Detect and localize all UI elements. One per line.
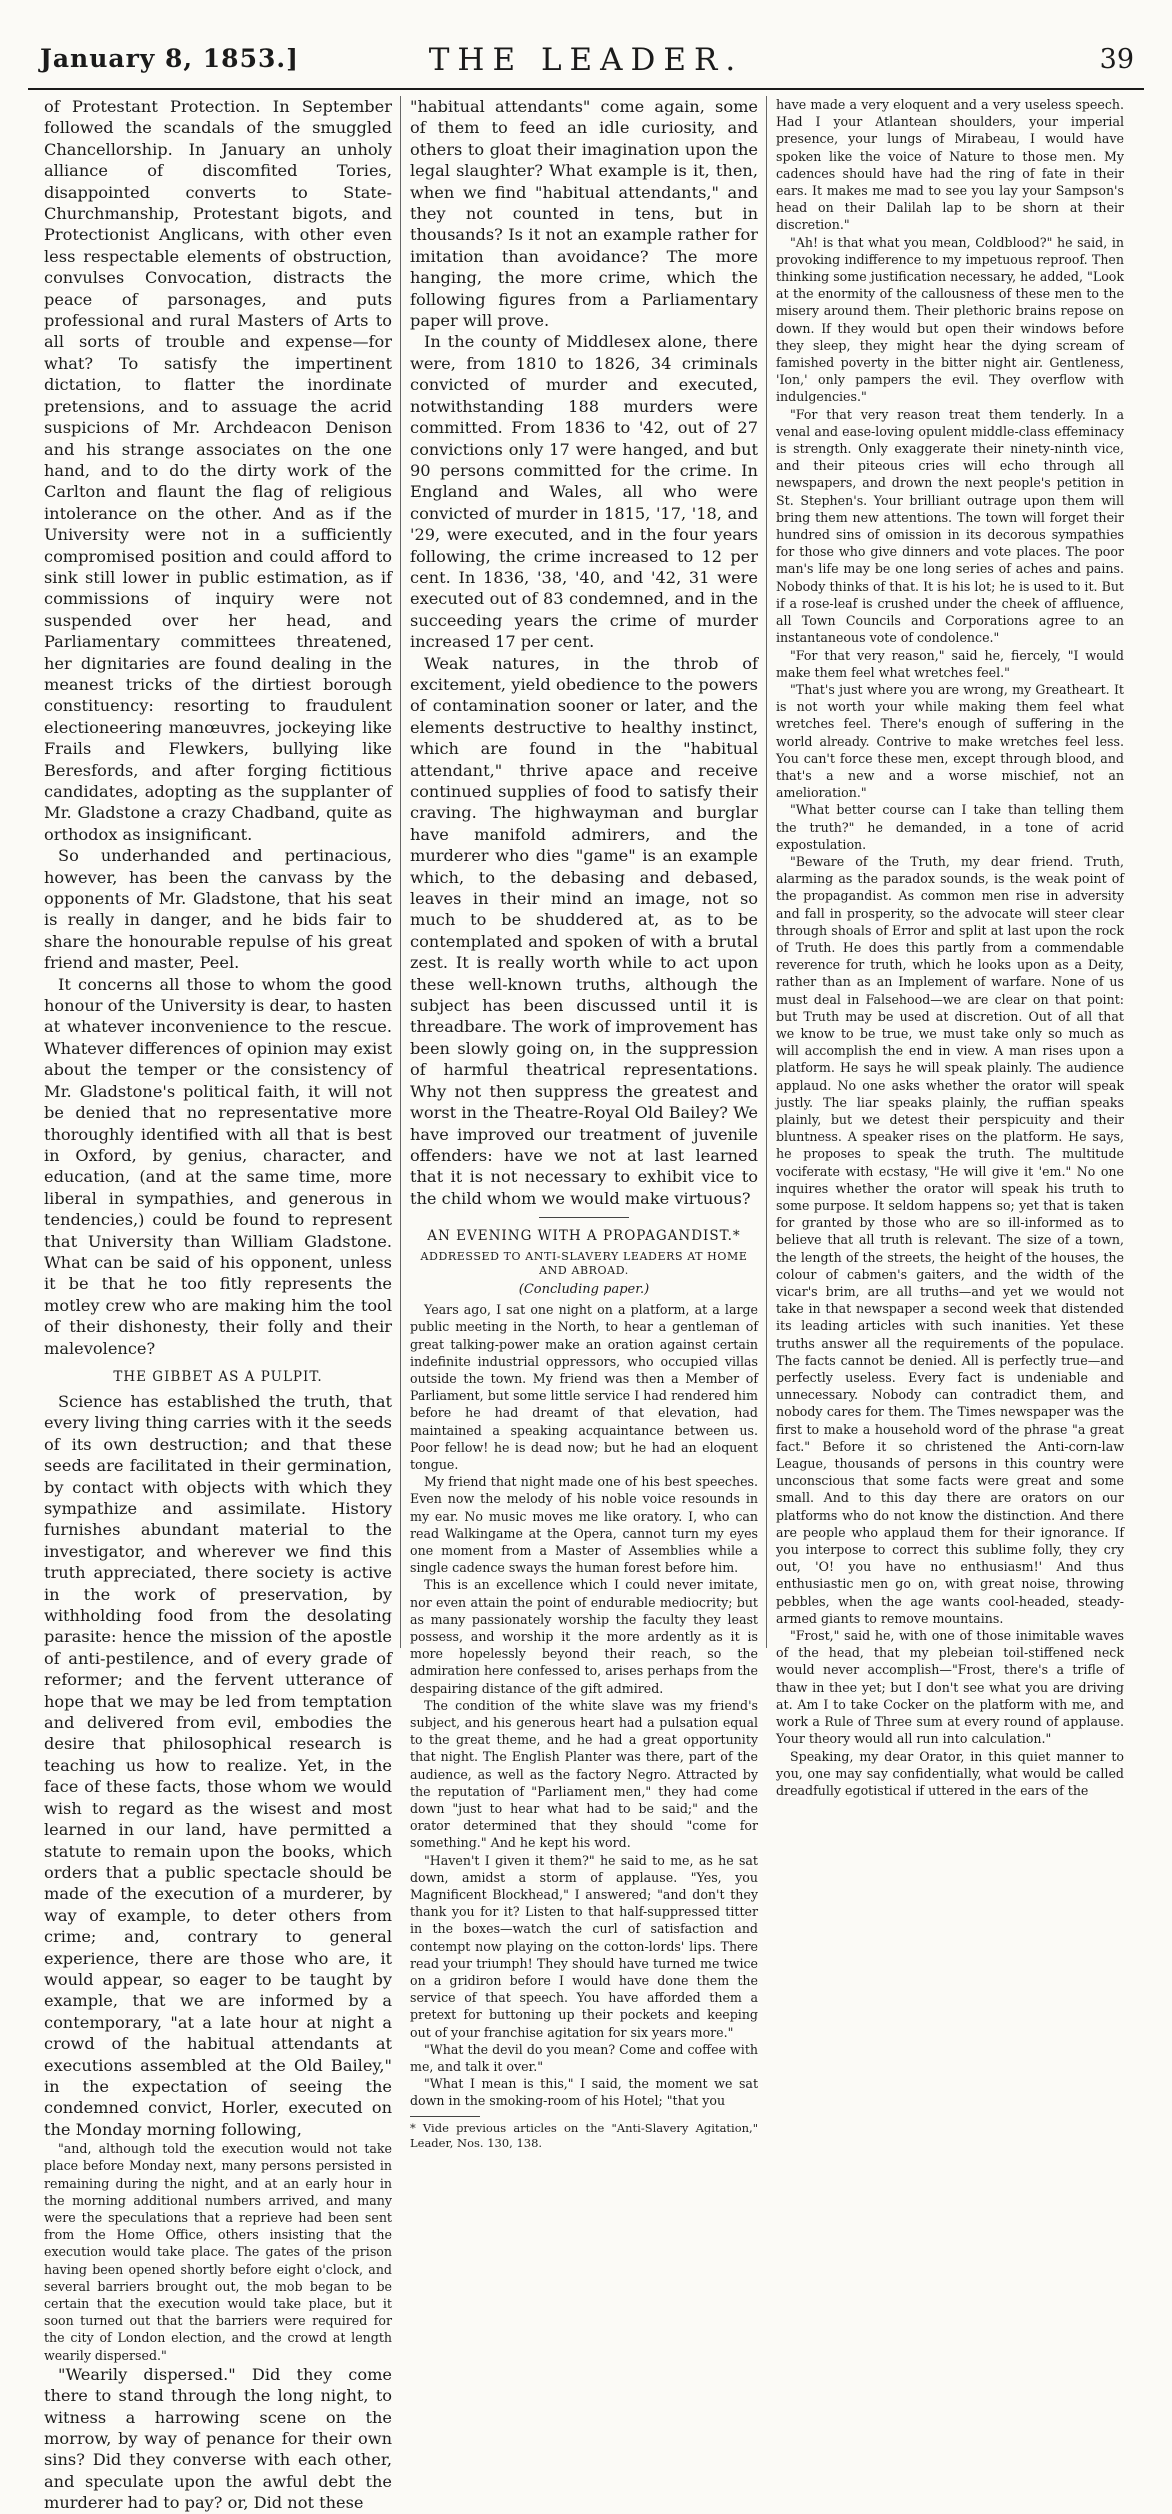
column-3 [776,96,1124,1798]
paragraph: of Protestant Protection. In September followed the scandals of the smuggled Chancellorship. In January an unholy alliance of discomfited Tories, disappointed converts to State-Churchmanship, Protestant bigots, and Protectionist Anglicans, with other even less respectable elements of obstruction, convulses Convocation, distracts the peace of parsonages, and puts professional and rural Masters of Arts to all sorts of trouble and expense—for what? To satisfy the impertinent dictation, to flatter the inordinate pretensions, and to assuage the acrid suspicions of Mr. Archdeacon Denison and his strange associates on the one hand, and to do the dirty work of the Carlton and flaunt the flag of religious intolerance on the other. And as if the University were not in a sufficiently compromised position and could afford to sink still lower in public estimation, as if commissions of inquiry were not suspended over her head, and Parliamentary committees threatened, her dignitaries are found dealing in the meanest tricks of the dirtiest borough constituency: resorting to fraudulent electioneering manœuvres, jockeying like Frails and Flewkers, bullying like Beresfords, and after forging fictitious candidates, adopting as the supplanter of Mr. Gladstone a crazy Chadband, quite as orthodox as insignificant. [44,97,392,844]
article-heading-gibbet: THE GIBBET AS A PULPIT. [113,1368,323,1385]
column-2 [410,96,758,2150]
paragraph: "What better course can I take than telling them the truth?" he demanded, in a tone of acrid expostulation. [776,802,1124,852]
paragraph: "Haven't I given it them?" he said to me, as he sat down, amidst a storm of applause. "Yes, you Magnificent Blockhead," I answered; "and don't they thank you for it? Listen to that half-suppressed titter in the boxes—watch the curl of satisfaction and contempt now playing on the cotton-lords' lips. There read your triumph! They should have turned me twice on a gridiron before I would have done them the service of that speech. You have afforded them a pretext for buttoning up their pockets and keeping out of your franchise agitation for six years more." [410,1852,758,2040]
concluding-note: (Concluding paper.) [518,1282,650,1298]
page-number: 39 [1099,44,1134,75]
paragraph: "What I mean is this," I said, the moment we sat down in the smoking-room of his Hotel; "that you [410,2076,758,2109]
column-divider-2 [766,96,767,1648]
paragraph: Science has established the truth, that every living thing carries with it the seeds of its own destruction; and that these seeds are facilitated in their germination, by contact with objects with which they sympathize and assimilate. History furnishes abundant material to the investigator, and wherever we find this truth appreciated, there society is active in the work of preservation, by withholding food from the desolating parasite: hence the mission of the apostle of anti-pestilence, and of every grade of reformer; and the fervent utterance of hope that we may be led from temptation and delivered from evil, embodies the desire that philosophical research is teaching us how to realize. Yet, in the face of these facts, those whom we would wish to regard as the wisest and most learned in our land, have permitted a statute to remain upon the books, which orders that a public spectacle should be made of the execution of a murderer, by way of example, to deter others from crime; and, contrary to general experience, there are those who are, it would appear, so eager to be taught by example, that we are informed by a contemporary, "at a late hour at night a crowd of the habitual attendants at executions assembled at the Old Bailey," in the expectation of seeing the condemned convict, Horler, executed on the Monday morning following, [44,1391,392,2139]
masthead [28,38,1144,90]
footnote-rule [410,2116,480,2117]
paragraph: "What the devil do you mean? Come and coffee with me, and talk it over." [410,2041,758,2075]
paragraph: "Ah! is that what you mean, Coldblood?" he said, in provoking indifference to my impetuous reproof. Then thinking some justification necessary, he added, "Look at the enormity of the callousness of these men to the misery around them. Their plethoric brains repose on down. If they would but open their windows before they sleep, they might hear the dying scream of famished poverty in the bitter night air. Gentleness, 'Ion,' only pampers the evil. They overflow with indulgencies." [776,234,1124,405]
column-divider-1 [400,96,401,1648]
paragraph: "For that very reason," said he, fiercely, "I would make them feel what wretches feel." [776,647,1124,680]
article-heading-propagandist: AN EVENING WITH A PROPAGANDIST.* [427,1228,741,1245]
paragraph: have made a very eloquent and a very useless speech. Had I your Atlantean shoulders, your imperial presence, your lungs of Mirabeau, I would have spoken like the voice of Nature to those men. My cadences should have had the ring of fate in their ears. It makes me mad to see you lay your Sampson's head on their Dalilah lap to be shorn at their discretion." [776,97,1124,233]
newspaper-title: THE LEADER. [428,42,744,78]
paragraph: So underhanded and pertinacious, however, has been the canvass by the opponents of Mr. Gladstone, that his seat is really in danger, and he bids fair to share the honourable repulse of his great friend and master, Peel. [44,846,392,973]
paragraph: Weak natures, in the throb of excitement, yield obedience to the powers of contamination sooner or later, and the elements destructive to healthy instinct, which are found in the "habitual attendant," thrive apace and receive continued supplies of food to satisfy their craving. The highwayman and burglar have manifold admirers, and the murderer who dies "game" is an example which, to the debasing and debased, leaves in their mind an image, not so much to be shuddered at, as to be contemplated and spoken of with a brutal zest. It is really worth while to act upon these well-known truths, although the subject has been discussed until it is threadbare. The work of improvement has been slowly going on, in the suppression of harmful theatrical representations. Why not then suppress the greatest and worst in the Theatre-Royal Old Bailey? We have improved our treatment of juvenile offenders: have we not at last learned that it is not necessary to exhibit vice to the child whom we would make virtuous? [410,653,758,1208]
paragraph: It concerns all those to whom the good honour of the University is dear, to hasten at whatever inconvenience to the rescue. Whatever differences of opinion may exist about the temper or the consistency of Mr. Gladstone's political faith, it will not be denied that no representative more thoroughly identified with all that is best in Oxford, by genius, character, and education, (and at the same time, more liberal in sympathies, and generous in tendencies,) could be found to represent that University than William Gladstone. What can be said of his opponent, unless it be that he too fitly represents the motley crew who are making him the tool of their dishonesty, their folly and their malevolence? [44,974,392,1358]
paragraph: "Wearily dispersed." Did they come there to stand through the long night, to witness a harrowing scene on the morrow, by way of penance for their own sins? Did they converse with each other, and speculate upon the awful debt the murderer had to pay? or, Did not these [44,2364,392,2513]
section-divider [539,1217,629,1218]
column-1 [44,96,392,2513]
paragraph: "That's just where you are wrong, my Greatheart. It is not worth your while making them feel what wretches feel. There's enough of suffering in the world already. Contrive to make wretches feel less. You can't force these men, except through blood, and that's a new and a worse mischief, not an amelioration." [776,681,1124,801]
paragraph: "habitual attendants" come again, some of them to feed an idle curiosity, and others to gloat their imagination upon the legal slaughter? What example is it, then, when we find "habitual attendants," and they not counted in tens, but in thousands? Is it not an example rather for imitation than avoidance? The more hanging, the more crime, which the following figures from a Parliamentary paper will prove. [410,97,758,331]
paragraph: Speaking, my dear Orator, in this quiet manner to you, one may say confidentially, what would be called dreadfully egotistical if uttered in the ears of the [776,1748,1124,1798]
issue-date: January 8, 1853.] [40,44,299,73]
paragraph: The condition of the white slave was my friend's subject, and his generous heart had a pulsation equal to the great theme, and he had a great opportunity that night. The English Planter was there, part of the audience, as well as the factory Negro. Attracted by the reputation of "Parliament men," they had come down "just to hear what had to be said;" and the orator determined that they should "come for something." And he kept his word. [410,1697,758,1851]
paragraph: This is an excellence which I could never imitate, nor even attain the point of endurable mediocrity; but as many passionately worship the faculty they least possess, and worship it the more ardently as it is more hopelessly beyond their reach, so the admiration here confessed to, arises perhaps from the despairing distance of the gift admired. [410,1577,758,1696]
paragraph: "For that very reason treat them tenderly. In a venal and ease-loving opulent middle-class effeminacy is strength. Only exaggerate their ninety-ninth vice, and their piteous cries will echo through all newspapers, and drown the next people's petition in St. Stephen's. Your brilliant outrage upon them will bring them new attentions. The town will forget their hundred sins of omission in its decorous sympathies for those who give dinners and vote places. The poor man's life may be one long series of aches and pains. Nobody thinks of that. It is his lot; he is used to it. But if a rose-leaf is crushed under the cheek of affluence, all Town Councils and Corporations agree to an instantaneous vote of condolence." [776,406,1124,646]
footnote: * Vide previous articles on the "Anti-Slavery Agitation," Leader, Nos. 130, 138. [410,2120,758,2150]
paragraph: In the county of Middlesex alone, there were, from 1810 to 1826, 34 criminals convicted of murder and executed, notwithstanding 188 murders were committed. From 1836 to '42, out of 27 convictions only 17 were hanged, and but 90 persons committed for the crime. In England and Wales, all who were convicted of murder in 1815, '17, '18, and '29, were executed, and in the four years following, the crime increased to 12 per cent. In 1836, '38, '40, and '42, 31 were executed out of 83 condemned, and in the succeeding years the crime of murder increased 17 per cent. [410,332,758,652]
quoted-passage: "and, although told the execution would not take place before Monday next, many persons persisted in remaining during the night, and at an early hour in the morning additional numbers arrived, and many were the speculations that a reprieve had been sent from the Home Office, others insisting that the execution would take place. The gates of the prison having been opened shortly before eight o'clock, and several barriers brought out, the mob began to be certain that the execution would take place, but it soon turned out that the barriers were required for the city of London election, and the crowd at length wearily dispersed." [44,2141,392,2363]
article-subheading: ADDRESSED TO ANTI-SLAVERY LEADERS AT HOME AND ABROAD. [420,1250,748,1278]
paragraph: Years ago, I sat one night on a platform, at a large public meeting in the North, to hear a gentleman of great talking-power make an oration against certain indefinite industrial oppressors, who occupied villas outside the town. My friend was then a Member of Parliament, but some little service I had rendered him before he had dreamt of that elevation, had maintained a speaking acquaintance between us. Poor fellow! he is dead now; but he had an eloquent tongue. [410,1302,758,1472]
paragraph: "Frost," said he, with one of those inimitable waves of the head, that my plebeian toil-stiffened neck would never accomplish—"Frost, there's a trifle of thaw in thee yet; but I don't see what you are driving at. Am I to take Cocker on the platform with me, and work a Rule of Three sum at every round of applause. Your theory would all run into calculation." [776,1628,1124,1747]
paragraph: "Beware of the Truth, my dear friend. Truth, alarming as the paradox sounds, is the weak point of the propagandist. As common men rise in adversity and fall in prosperity, so the advocate will steer clear through shoals of Error and split at last upon the rock of Truth. He does this partly from a commendable reverence for truth, which he looks upon as a Deity, rather than as an Implement of warfare. None of us must deal in Falsehood—we are clear on that point: but Truth may be used at discretion. Out of all that we know to be true, we must take only so much as will accomplish the end in view. A man rises upon a platform. He says he will speak plainly. The audience applaud. No one asks whether the orator will speak justly. The liar speaks plainly, the ruffian speaks plainly, but we detest their perspicuity and their bluntness. A speaker rises on the platform. He says, he proposes to speak the truth. The multitude vociferate with ecstasy, "He will give it 'em." No one inquires whether the orator will speak his truth to some purpose. It seldom happens so; yet that is taken for granted by those who are so ill-informed as to believe that all truth is relevant. The size of a town, the length of the streets, the height of the houses, the colour of cabmen's gaiters, and the width of the vicar's brim, are all truths—and yet we would not take in that newspaper a second week that distended its leading articles with such inanities. Yet these truths answer all the requirements of the populace. The facts cannot be denied. All is perfectly true—and perfectly useless. Every fact is undeniable and unnecessary. Nobody can contradict them, and nobody cares for them. The Times newspaper was the first to make a household word of the phrase "a great fact." Before it so christened the Anti-corn-law League, thousands of persons in this country were unconscious that some facts were great and some small. And to this day there are orators on our platforms who do not know the distinction. And there are people who applaud them for their ignorance. If you interpose to correct this sublime folly, they cry out, 'O! you have no enthusiasm!' And thus enthusiastic men go on, with great noise, throwing pebbles, when the age wants cool-headed, steady-armed giants to remove mountains. [776,853,1124,1626]
paragraph: My friend that night made one of his best speeches. Even now the melody of his noble voice resounds in my ear. No music moves me like oratory. I, who can read Walkingame at the Opera, cannot turn my eyes one moment from a Master of Assemblies while a single cadence sways the human forest before him. [410,1474,758,1576]
